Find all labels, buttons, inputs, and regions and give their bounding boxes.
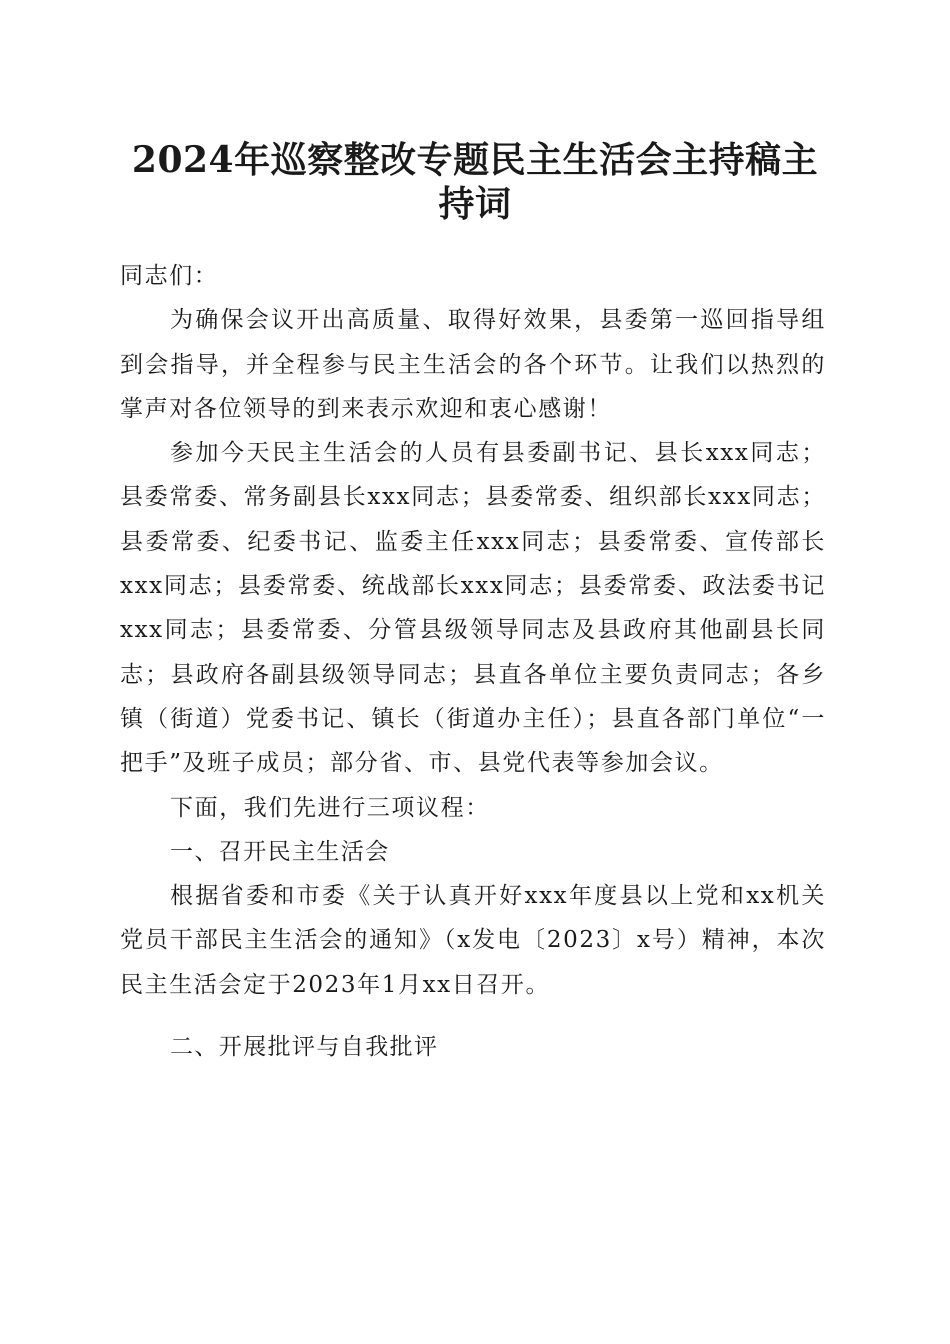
paragraph-attendees: 参加今天民主生活会的人员有县委副书记、县长xxx同志；县委常委、常务副县长xxx同志；县委常委、组织部长xxx同志；县委常委、纪委书记、监委主任xxx同志；县委常委、宣传部长xxx同志；县委常委、统战部长xxx同志；县委常委、政法委书记xxx同志；县委常委、分管县级领导同志及县政府其他副县长同志；县政府各副县级领导同志；县直各单位主要负责同志；各乡镇（街道）党委书记、镇长（街道办主任）；县直各部门单位“一把手”及班子成员；部分省、市、县党代表等参加会议。 [120, 440, 826, 777]
salutation: 同志们： [120, 263, 219, 289]
section-spacer [120, 1007, 826, 1025]
document-body [120, 254, 826, 1069]
paragraph-agenda-intro: 下面，我们先进行三项议程： [170, 794, 490, 821]
section-1-heading: 一、召开民主生活会 [170, 838, 390, 865]
document-title: 2024年巡察整改专题民主生活会主持稿主持词 [131, 139, 819, 225]
section-2-heading: 二、开展批评与自我批评 [170, 1034, 439, 1061]
section-1-text: 根据省委和市委《关于认真开好xxx年度县以上党和xx机关党员干部民主生活会的通知》（x发电〔2023〕x号）精神，本次民主生活会定于2023年1月xx日召开。 [120, 883, 826, 998]
paragraph-guidance: 为确保会议开出高质量、取得好效果，县委第一巡回指导组到会指导，并全程参与民主生活会的各个环节。让我们以热烈的掌声对各位领导的到来表示欢迎和衷心感谢！ [120, 307, 826, 422]
